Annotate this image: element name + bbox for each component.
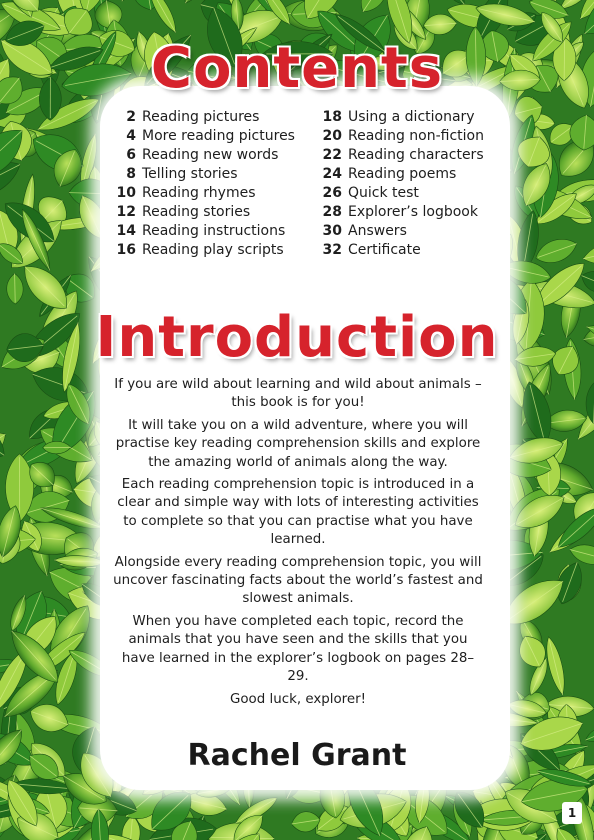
contents-list-left bbox=[112, 108, 295, 260]
contents-entry[interactable] bbox=[112, 108, 295, 127]
intro-paragraph: It will take you on a wild adventure, where you will practise key reading comprehension skills and explore the amazing world of animals along the way. bbox=[115, 417, 481, 470]
entry-page-number: 22 bbox=[322, 147, 342, 163]
contents-entry[interactable] bbox=[318, 146, 484, 165]
intro-paragraph: When you have completed each topic, record the animals that you have seen and the skills that you have learned in the explorer’s logbook on pages 28–29. bbox=[121, 613, 475, 685]
entry-label: Answers bbox=[348, 223, 407, 239]
entry-label: Reading non-fiction bbox=[348, 128, 484, 144]
entry-page-number: 12 bbox=[116, 204, 136, 220]
contents-entry[interactable] bbox=[318, 184, 484, 203]
contents-entry[interactable] bbox=[112, 203, 295, 222]
contents-entry[interactable] bbox=[112, 146, 295, 165]
contents-entry[interactable] bbox=[318, 165, 484, 184]
introduction-body bbox=[112, 376, 484, 713]
entry-label: Explorer’s logbook bbox=[348, 204, 478, 220]
contents-entry[interactable] bbox=[112, 127, 295, 146]
entry-page-number: 26 bbox=[322, 185, 342, 201]
intro-paragraph: Alongside every reading comprehension topic, you will uncover fascinating facts about the world’s fastest and slowest animals. bbox=[113, 554, 483, 607]
entry-page-number: 16 bbox=[116, 242, 136, 258]
contents-entry[interactable] bbox=[112, 165, 295, 184]
entry-label: Reading pictures bbox=[142, 109, 260, 125]
entry-label: Telling stories bbox=[142, 166, 238, 182]
contents-entry[interactable] bbox=[112, 184, 295, 203]
entry-page-number: 24 bbox=[322, 166, 342, 182]
entry-label: Certificate bbox=[348, 242, 421, 258]
entry-page-number: 10 bbox=[116, 185, 136, 201]
entry-page-number: 4 bbox=[126, 128, 136, 144]
entry-page-number: 8 bbox=[126, 166, 136, 182]
contents-entry[interactable] bbox=[318, 108, 484, 127]
intro-paragraph: Good luck, explorer! bbox=[229, 691, 367, 707]
entry-label: Reading new words bbox=[142, 147, 279, 163]
entry-label: Reading play scripts bbox=[142, 242, 284, 258]
entry-label: Quick test bbox=[348, 185, 419, 201]
contents-entry[interactable] bbox=[318, 203, 484, 222]
page-number: 1 bbox=[562, 802, 582, 824]
entry-label: Reading poems bbox=[348, 166, 457, 182]
entry-label: Reading characters bbox=[348, 147, 484, 163]
contents-title: Contents bbox=[150, 36, 444, 101]
entry-label: More reading pictures bbox=[142, 128, 295, 144]
entry-page-number: 18 bbox=[322, 109, 342, 125]
entry-page-number: 14 bbox=[116, 223, 136, 239]
contents-entry[interactable] bbox=[318, 241, 484, 260]
contents-entry[interactable] bbox=[318, 222, 484, 241]
author-name: Rachel Grant bbox=[187, 738, 407, 773]
entry-page-number: 2 bbox=[126, 109, 136, 125]
introduction-title: Introduction bbox=[95, 305, 499, 370]
contents-list-right bbox=[318, 108, 484, 260]
entry-page-number: 28 bbox=[322, 204, 342, 220]
intro-paragraph: Each reading comprehension topic is introduced in a clear and simple way with lots of interesting activities to complete so that you can practise what you have learned. bbox=[117, 477, 479, 548]
entry-page-number: 20 bbox=[322, 128, 342, 144]
entry-label: Reading stories bbox=[142, 204, 251, 220]
entry-page-number: 30 bbox=[322, 223, 342, 239]
entry-label: Reading rhymes bbox=[142, 185, 256, 201]
entry-label: Reading instructions bbox=[142, 223, 286, 239]
contents-entry[interactable] bbox=[112, 241, 295, 260]
entry-page-number: 32 bbox=[322, 242, 342, 258]
contents-entry[interactable] bbox=[112, 222, 295, 241]
contents-entry[interactable] bbox=[318, 127, 484, 146]
intro-paragraph: If you are wild about learning and wild about animals – this book is for you! bbox=[114, 377, 482, 411]
entry-page-number: 6 bbox=[126, 147, 136, 163]
entry-label: Using a dictionary bbox=[348, 109, 475, 125]
